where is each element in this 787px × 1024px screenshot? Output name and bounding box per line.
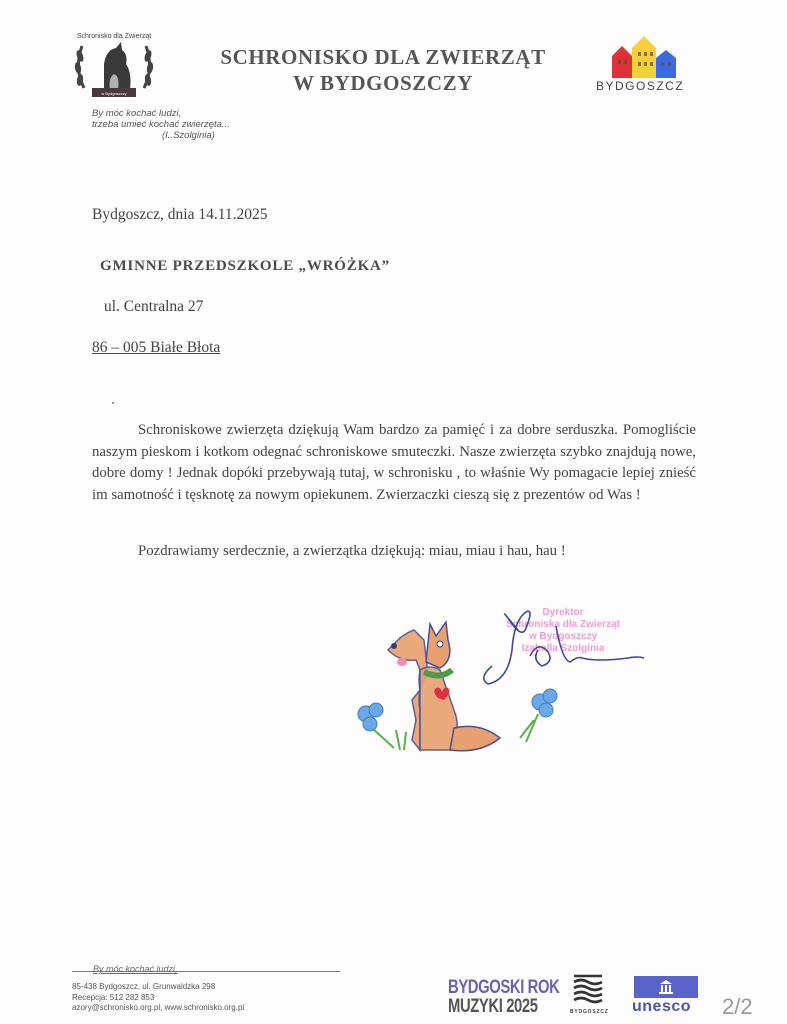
letterhead-title bbox=[190, 44, 576, 96]
title-line-1: SCHRONISKO DLA ZWIERZĄT bbox=[220, 45, 546, 69]
shelter-logo bbox=[66, 28, 162, 108]
footer-email-website: azory@schronisko.org.pl, www.schronisko.org.pl bbox=[72, 1003, 245, 1012]
unesco-emblem-icon bbox=[634, 976, 698, 998]
bydgoszcz-small-label: BYDGOSZCZ bbox=[570, 1009, 609, 1015]
svg-text:w Bydgoszczy: w Bydgoszczy bbox=[101, 91, 127, 96]
letter-greeting: Pozdrawiamy serdecznie, a zwierzątka dziękują: miau, miau i hau, hau ! bbox=[138, 543, 566, 559]
signature-icon bbox=[478, 600, 648, 695]
footer-address: 85-438 Bydgoszcz, ul. Grunwaldzka 298 bbox=[72, 982, 216, 991]
svg-text:Schronisko dla Zwierząt: Schronisko dla Zwierząt bbox=[76, 33, 152, 40]
music-year-logo bbox=[448, 978, 559, 1016]
stamp-name: Izabella Szolginia bbox=[521, 643, 605, 654]
title-line-2: W BYDGOSZCZY bbox=[292, 71, 474, 95]
recipient-city: 86 – 005 Białe Błota bbox=[92, 339, 221, 356]
page-number: 2/2 bbox=[722, 994, 753, 1019]
bydgoszcz-waves-icon bbox=[571, 972, 605, 1006]
unesco-label: unesco bbox=[632, 998, 692, 1015]
music-year-line-1: BYDGOSKI ROK bbox=[448, 977, 560, 998]
footer-contact-info bbox=[72, 982, 244, 1014]
shelter-motto bbox=[92, 108, 230, 141]
motto-line-1: By móc kochać ludzi, bbox=[92, 108, 182, 119]
footer-phone: Recepcja: 512 282 853 bbox=[72, 992, 155, 1002]
motto-line-2: trzeba umieć kochać zwierzęta... bbox=[92, 119, 230, 130]
motto-author: (I..Szolginia) bbox=[162, 130, 215, 141]
footer-motto: By móc kochać ludzi, bbox=[93, 964, 178, 974]
letter-date: Bydgoszcz, dnia 14.11.2025 bbox=[92, 206, 268, 223]
stray-mark bbox=[112, 402, 114, 404]
body-paragraph: Schroniskowe zwierzęta dziękują Wam bardzo za pamięć i za dobre serduszka. Pomogliście naszym pieskom i kotkom odegnać schroniskowe smuteczki. Nasze zwierzęta szybko znajdują nowe, dobre domy ! Jednak dopóki przebywają tutaj, w schronisku , to właśnie Wy pomagacie lepiej znieść im samotność i tęsknotę za nowym opiekunem. Zwierzaczki cieszą się z prezentów od Was ! bbox=[92, 422, 696, 503]
stamp-title: Dyrektor bbox=[542, 607, 584, 618]
recipient-street: ul. Centralna 27 bbox=[104, 298, 204, 315]
stamp-organization: Schroniska dla Zwierząt bbox=[506, 619, 620, 630]
recipient-name: GMINNE PRZEDSZKOLE „WRÓŻKA” bbox=[100, 258, 390, 274]
music-year-line-2: MUZYKI 2025 bbox=[448, 996, 538, 1017]
bydgoszcz-logo-label: BYDGOSZCZ bbox=[596, 79, 685, 93]
letter-body bbox=[92, 420, 696, 506]
stamp-city: w Bydgoszczy bbox=[528, 631, 598, 642]
